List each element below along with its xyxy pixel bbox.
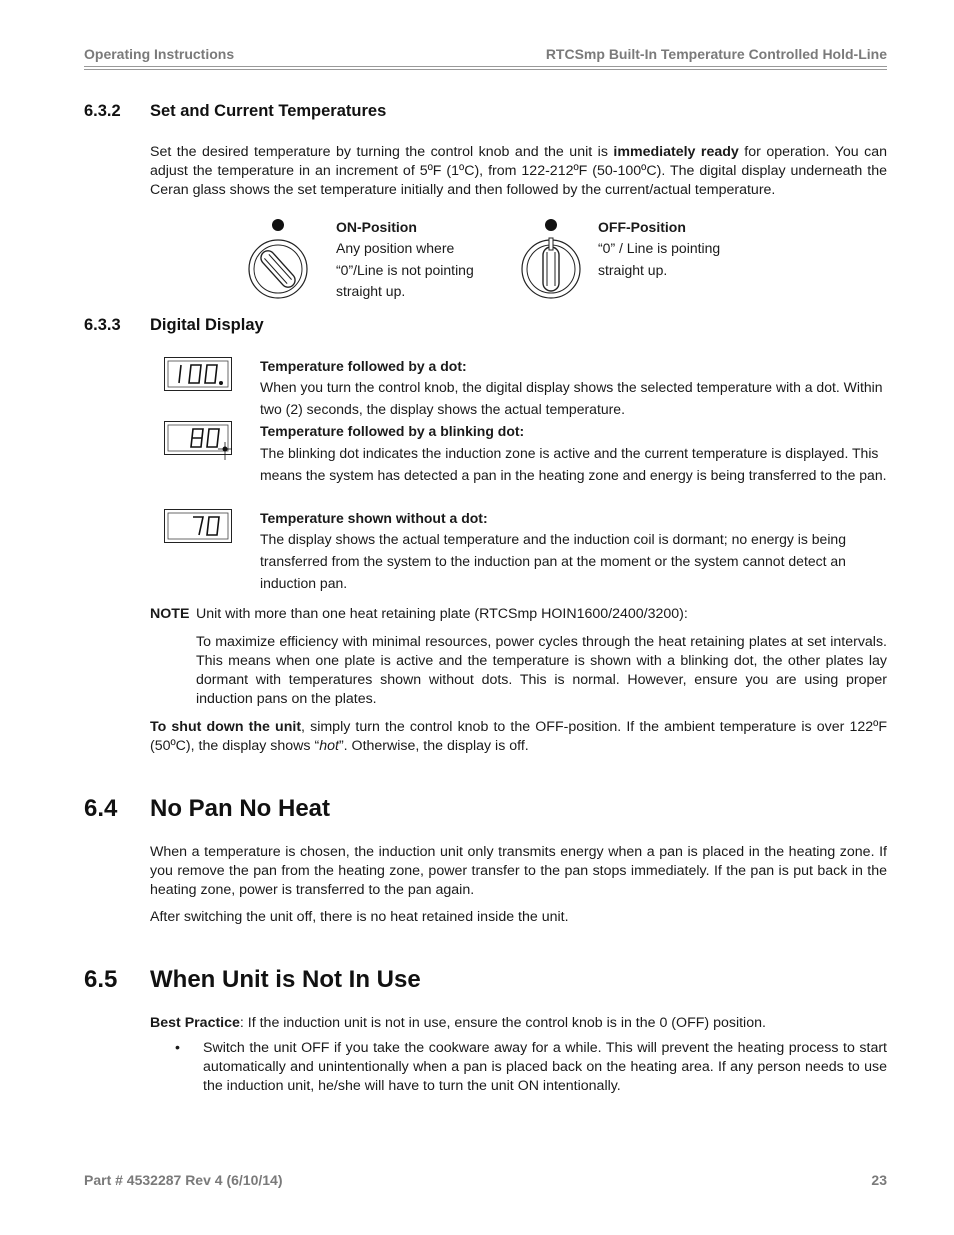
lcd-display-80-blinking <box>164 421 232 455</box>
best-practice-paragraph: Best Practice: If the induction unit is not in use, ensure the control knob is in the 0 (OFF) position. <box>150 1015 766 1031</box>
section-title-6-5: When Unit is Not In Use <box>150 966 421 993</box>
display-item-title-2: Temperature followed by a blinking dot: <box>260 423 525 439</box>
section-title-6-3-3: Digital Display <box>150 316 264 334</box>
knob-off-position-icon <box>518 216 584 300</box>
off-position-title: OFF-Position <box>598 219 686 235</box>
lcd-display-100 <box>164 357 232 391</box>
on-position-text: Any position where “0”/Line is not pointing straight up. <box>336 240 474 299</box>
set-temperature-paragraph: Set the desired temperature by turning the control knob and the unit is immediately ready for operation. You can adjust the temperature in an increment of 5ºF (1ºC), from 122-212ºF (50-100ºC). The digital display underneath the Ceran glass shows the set temperature initially and then followed by the current/actual temperature. <box>150 144 887 198</box>
section-number-6-5: 6.5 <box>84 966 118 993</box>
knob-on-position-icon <box>245 216 311 300</box>
running-header-left: Operating Instructions <box>84 46 235 62</box>
display-item-text-3: The display shows the actual temperature and the induction coil is dormant; no energy is being transferred from the system to the induction pan at the moment or the system cannot detect an induction pan. <box>260 531 847 591</box>
no-pan-paragraph: When a temperature is chosen, the induction unit only transmits energy when a pan is placed in the heating zone. If you remove the pan from the heating zone, power transfer to the pan stops immediately. If the pan is put back in the heating zone, power is transferred to the pan again. <box>150 844 887 898</box>
bullet-icon: • <box>175 1040 180 1056</box>
footer-part-number: Part # 4532287 Rev 4 (6/10/14) <box>84 1172 283 1188</box>
on-position-title: ON-Position <box>336 219 417 235</box>
section-number-6-3-3: 6.3.3 <box>84 316 121 334</box>
header-rule-secondary <box>84 69 887 70</box>
note-paragraph: To maximize efficiency with minimal resources, power cycles through the heat retaining plates at set intervals. This means when one plate is active and the temperature is shown with a blinking dot, the other plates lay dormant with temperatures shown without dots. This is normal. However, ensure you are using proper induction pans on the plates. <box>196 634 887 707</box>
shutdown-paragraph: To shut down the unit, simply turn the control knob to the OFF-position. If the ambient temperature is over 122ºF (50ºC), the display shows “hot”. Otherwise, the display is off. <box>150 719 887 754</box>
no-heat-retained-paragraph: After switching the unit off, there is no heat retained inside the unit. <box>150 909 569 925</box>
section-title-6-3-2: Set and Current Temperatures <box>150 102 387 120</box>
section-number-6-4: 6.4 <box>84 795 118 822</box>
note-line: Unit with more than one heat retaining plate (RTCSmp HOIN1600/2400/3200): <box>196 606 688 622</box>
display-item-title-1: Temperature followed by a dot: <box>260 358 467 374</box>
section-title-6-4: No Pan No Heat <box>150 795 331 822</box>
note-label: NOTE <box>150 606 190 622</box>
display-item-text-1: When you turn the control knob, the digital display shows the selected temperature with a dot. Within two (2) seconds, the display shows the actual temperature. <box>260 379 883 417</box>
display-item-title-3: Temperature shown without a dot: <box>260 510 488 526</box>
off-position-text: “0” / Line is pointing straight up. <box>598 240 721 278</box>
lcd-display-70 <box>164 509 232 543</box>
display-item-text-2: The blinking dot indicates the induction zone is active and the current temperature is displayed. This means the system has detected a pan in the heating zone and energy is being transferred to the pan. <box>260 445 887 483</box>
header-rule <box>84 66 887 67</box>
page-number: 23 <box>871 1172 887 1188</box>
running-header-right: RTCSmp Built-In Temperature Controlled Hold-Line <box>545 46 887 62</box>
bullet-text: Switch the unit OFF if you take the cookware away for a while. This will prevent the heating process to start automatically and unintentionally when a pan is placed back on the heating area. If any person needs to use the induction unit, he/she will have to turn the unit ON intentionally. <box>203 1040 887 1094</box>
section-number-6-3-2: 6.3.2 <box>84 102 121 120</box>
